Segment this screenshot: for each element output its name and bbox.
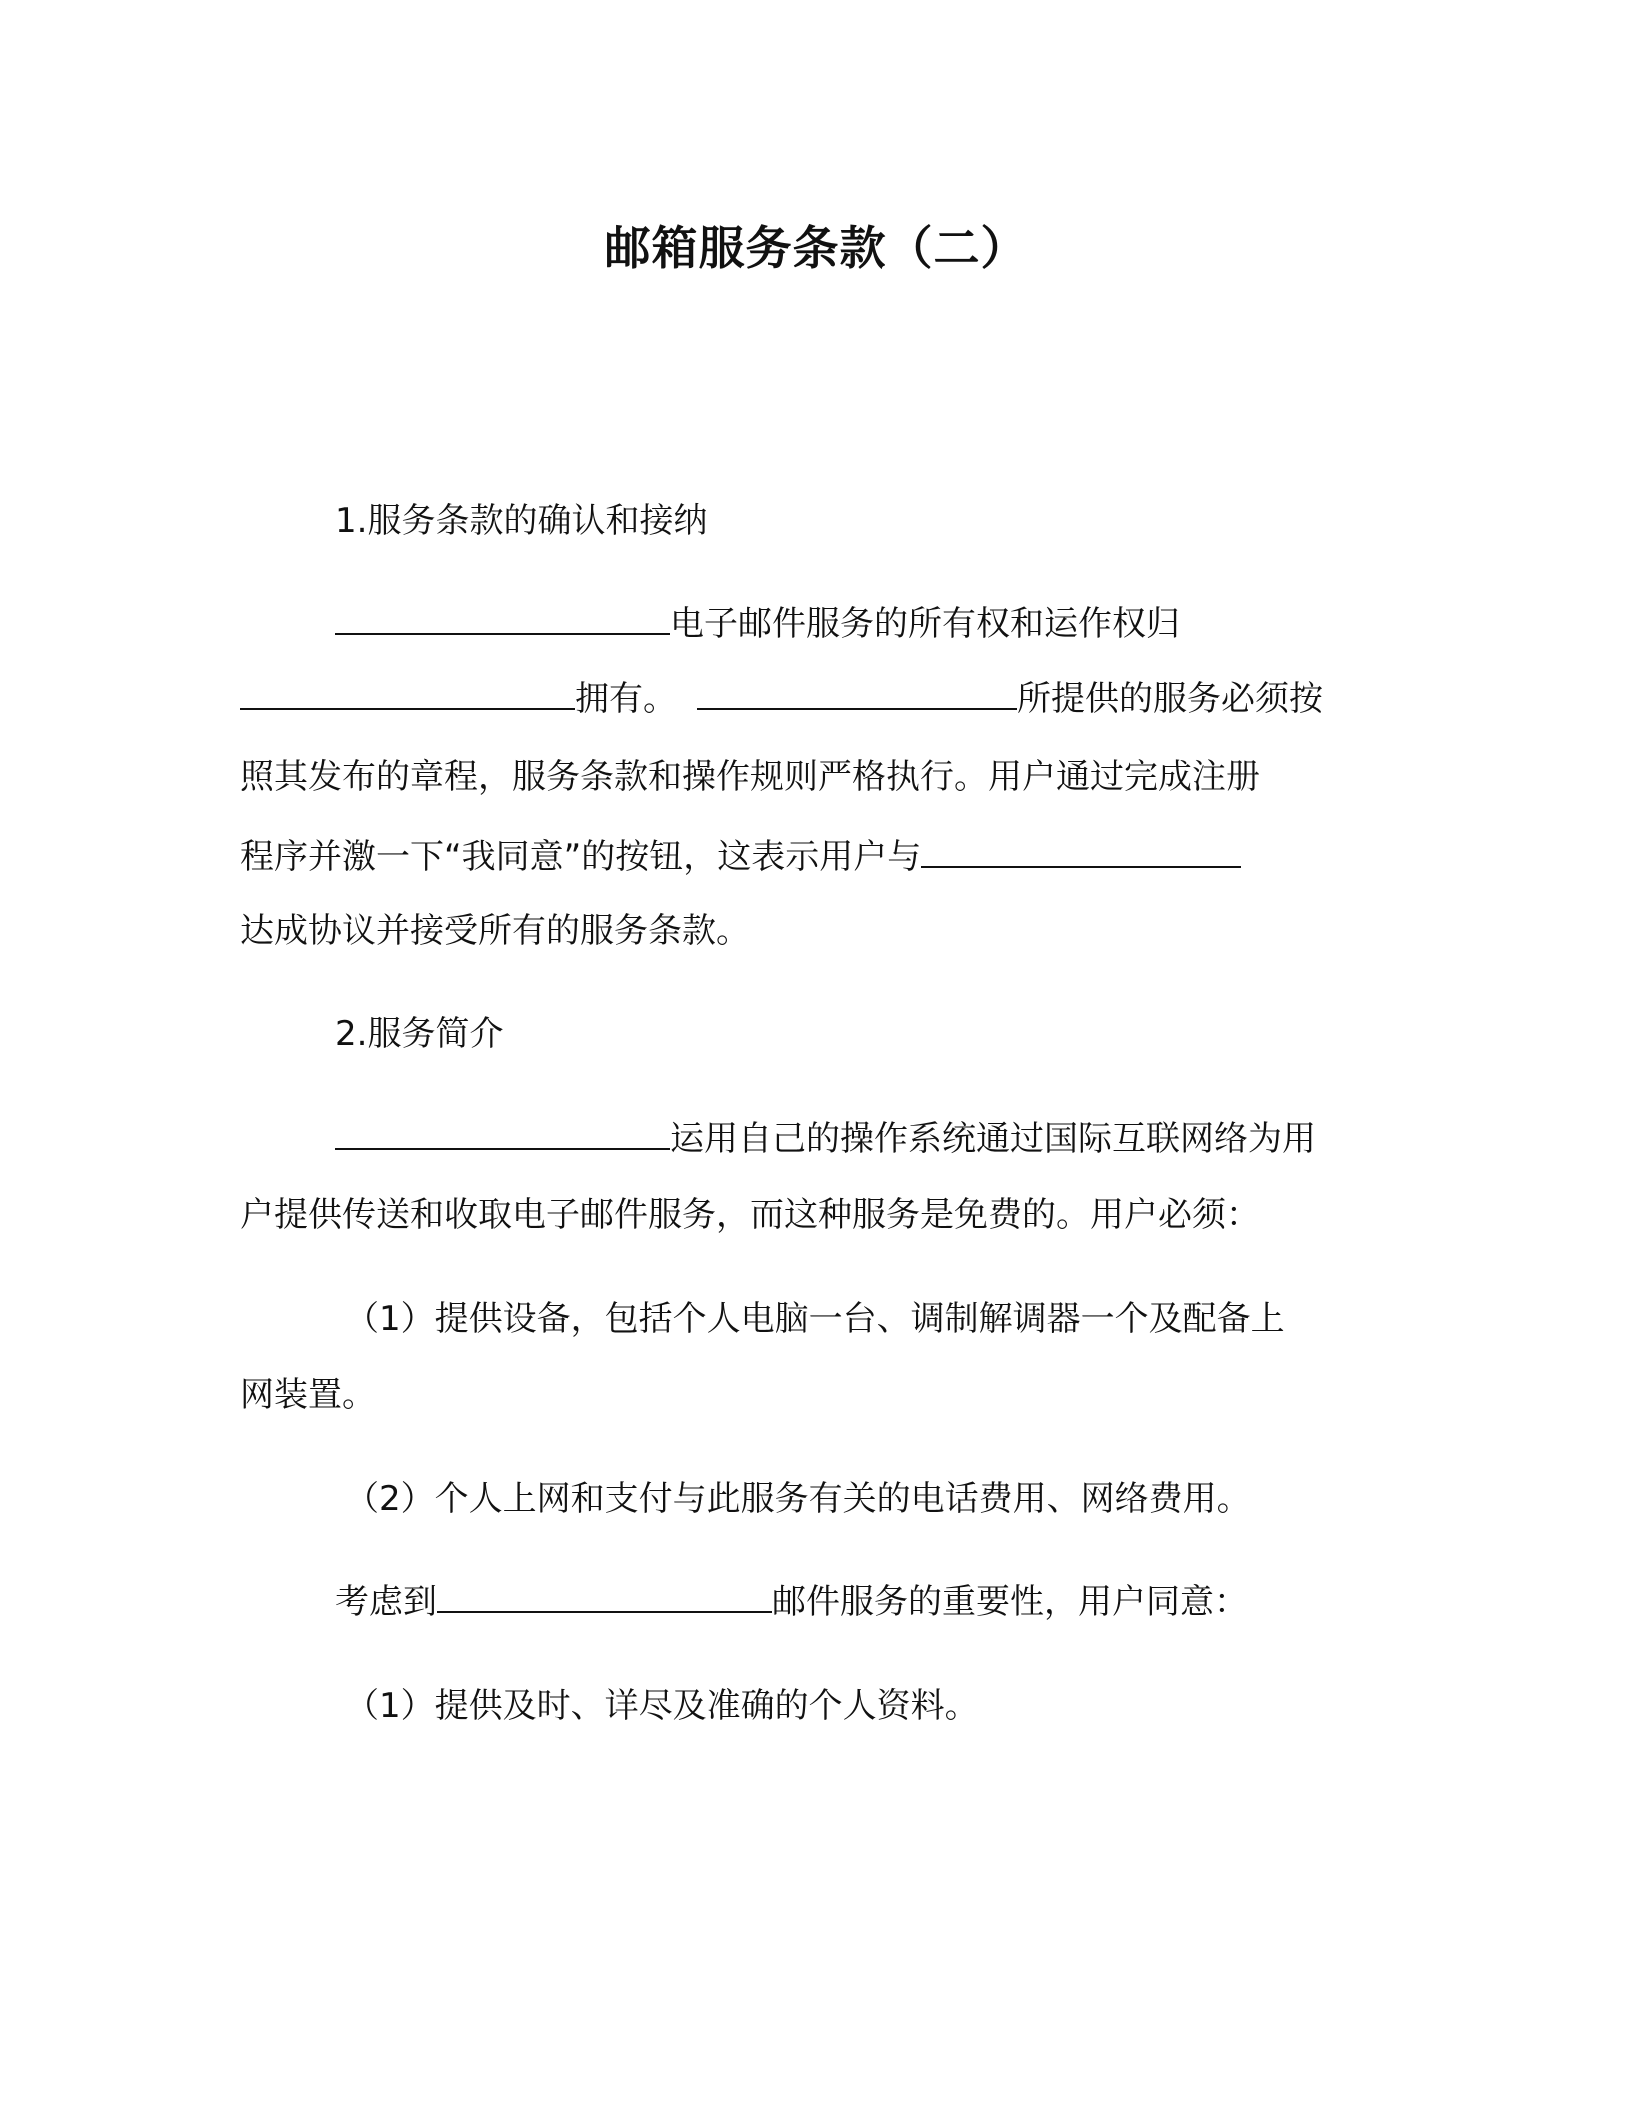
section-2-text: 邮件服务的重要性，用户同意： <box>772 1582 1248 1622</box>
section-2-heading: 2.服务简介 <box>335 1014 504 1054</box>
fill-in-blank[interactable] <box>335 1120 670 1150</box>
section-2-agree-item-1 <box>345 1667 979 1745</box>
section-1-text: 所提供的服务必须按 <box>1017 679 1323 719</box>
fill-in-blank[interactable] <box>437 1583 772 1613</box>
section-2-text: 网装置。 <box>240 1375 376 1415</box>
section-1-line-1 <box>335 585 1180 663</box>
fill-in-blank[interactable] <box>697 680 1017 710</box>
section-2-line-1 <box>335 1100 1316 1178</box>
section-1-text: 电子邮件服务的所有权和运作权归 <box>670 604 1180 644</box>
section-2-text: （2）个人上网和支付与此服务有关的电话费用、网络费用。 <box>345 1479 1251 1519</box>
section-2-item-1 <box>345 1280 1285 1358</box>
fill-in-blank[interactable] <box>335 605 670 635</box>
section-1-line-5 <box>240 892 750 970</box>
section-2-text: 户提供传送和收取电子邮件服务，而这种服务是免费的。用户必须： <box>240 1195 1260 1235</box>
section-1-line-4 <box>240 818 1241 896</box>
section-2-text: 运用自己的操作系统通过国际互联网络为用 <box>670 1119 1316 1159</box>
section-2-item-2 <box>345 1460 1251 1538</box>
section-1-line-3 <box>240 738 1260 816</box>
section-2-text: （1）提供设备，包括个人电脑一台、调制解调器一个及配备上 <box>345 1299 1285 1339</box>
section-2-line-2 <box>240 1176 1260 1254</box>
section-1-line-2 <box>240 660 1323 738</box>
fill-in-blank[interactable] <box>240 680 575 710</box>
section-2-item-1-cont <box>240 1356 376 1434</box>
section-1-text: 程序并激一下“我同意”的按钮，这表示用户与 <box>240 837 922 877</box>
section-2-text: （1）提供及时、详尽及准确的个人资料。 <box>345 1686 979 1726</box>
section-1-text: 达成协议并接受所有的服务条款。 <box>240 911 750 951</box>
fill-in-blank[interactable] <box>921 838 1241 868</box>
document-title: 邮箱服务条款（二） <box>604 221 1028 275</box>
section-2-consider <box>335 1563 1248 1641</box>
section-1-text: 照其发布的章程，服务条款和操作规则严格执行。用户通过完成注册 <box>240 757 1260 797</box>
section-2-text: 考虑到 <box>335 1582 437 1622</box>
section-1-heading: 1.服务条款的确认和接纳 <box>335 501 708 541</box>
section-1-text: 拥有。 <box>575 679 677 719</box>
